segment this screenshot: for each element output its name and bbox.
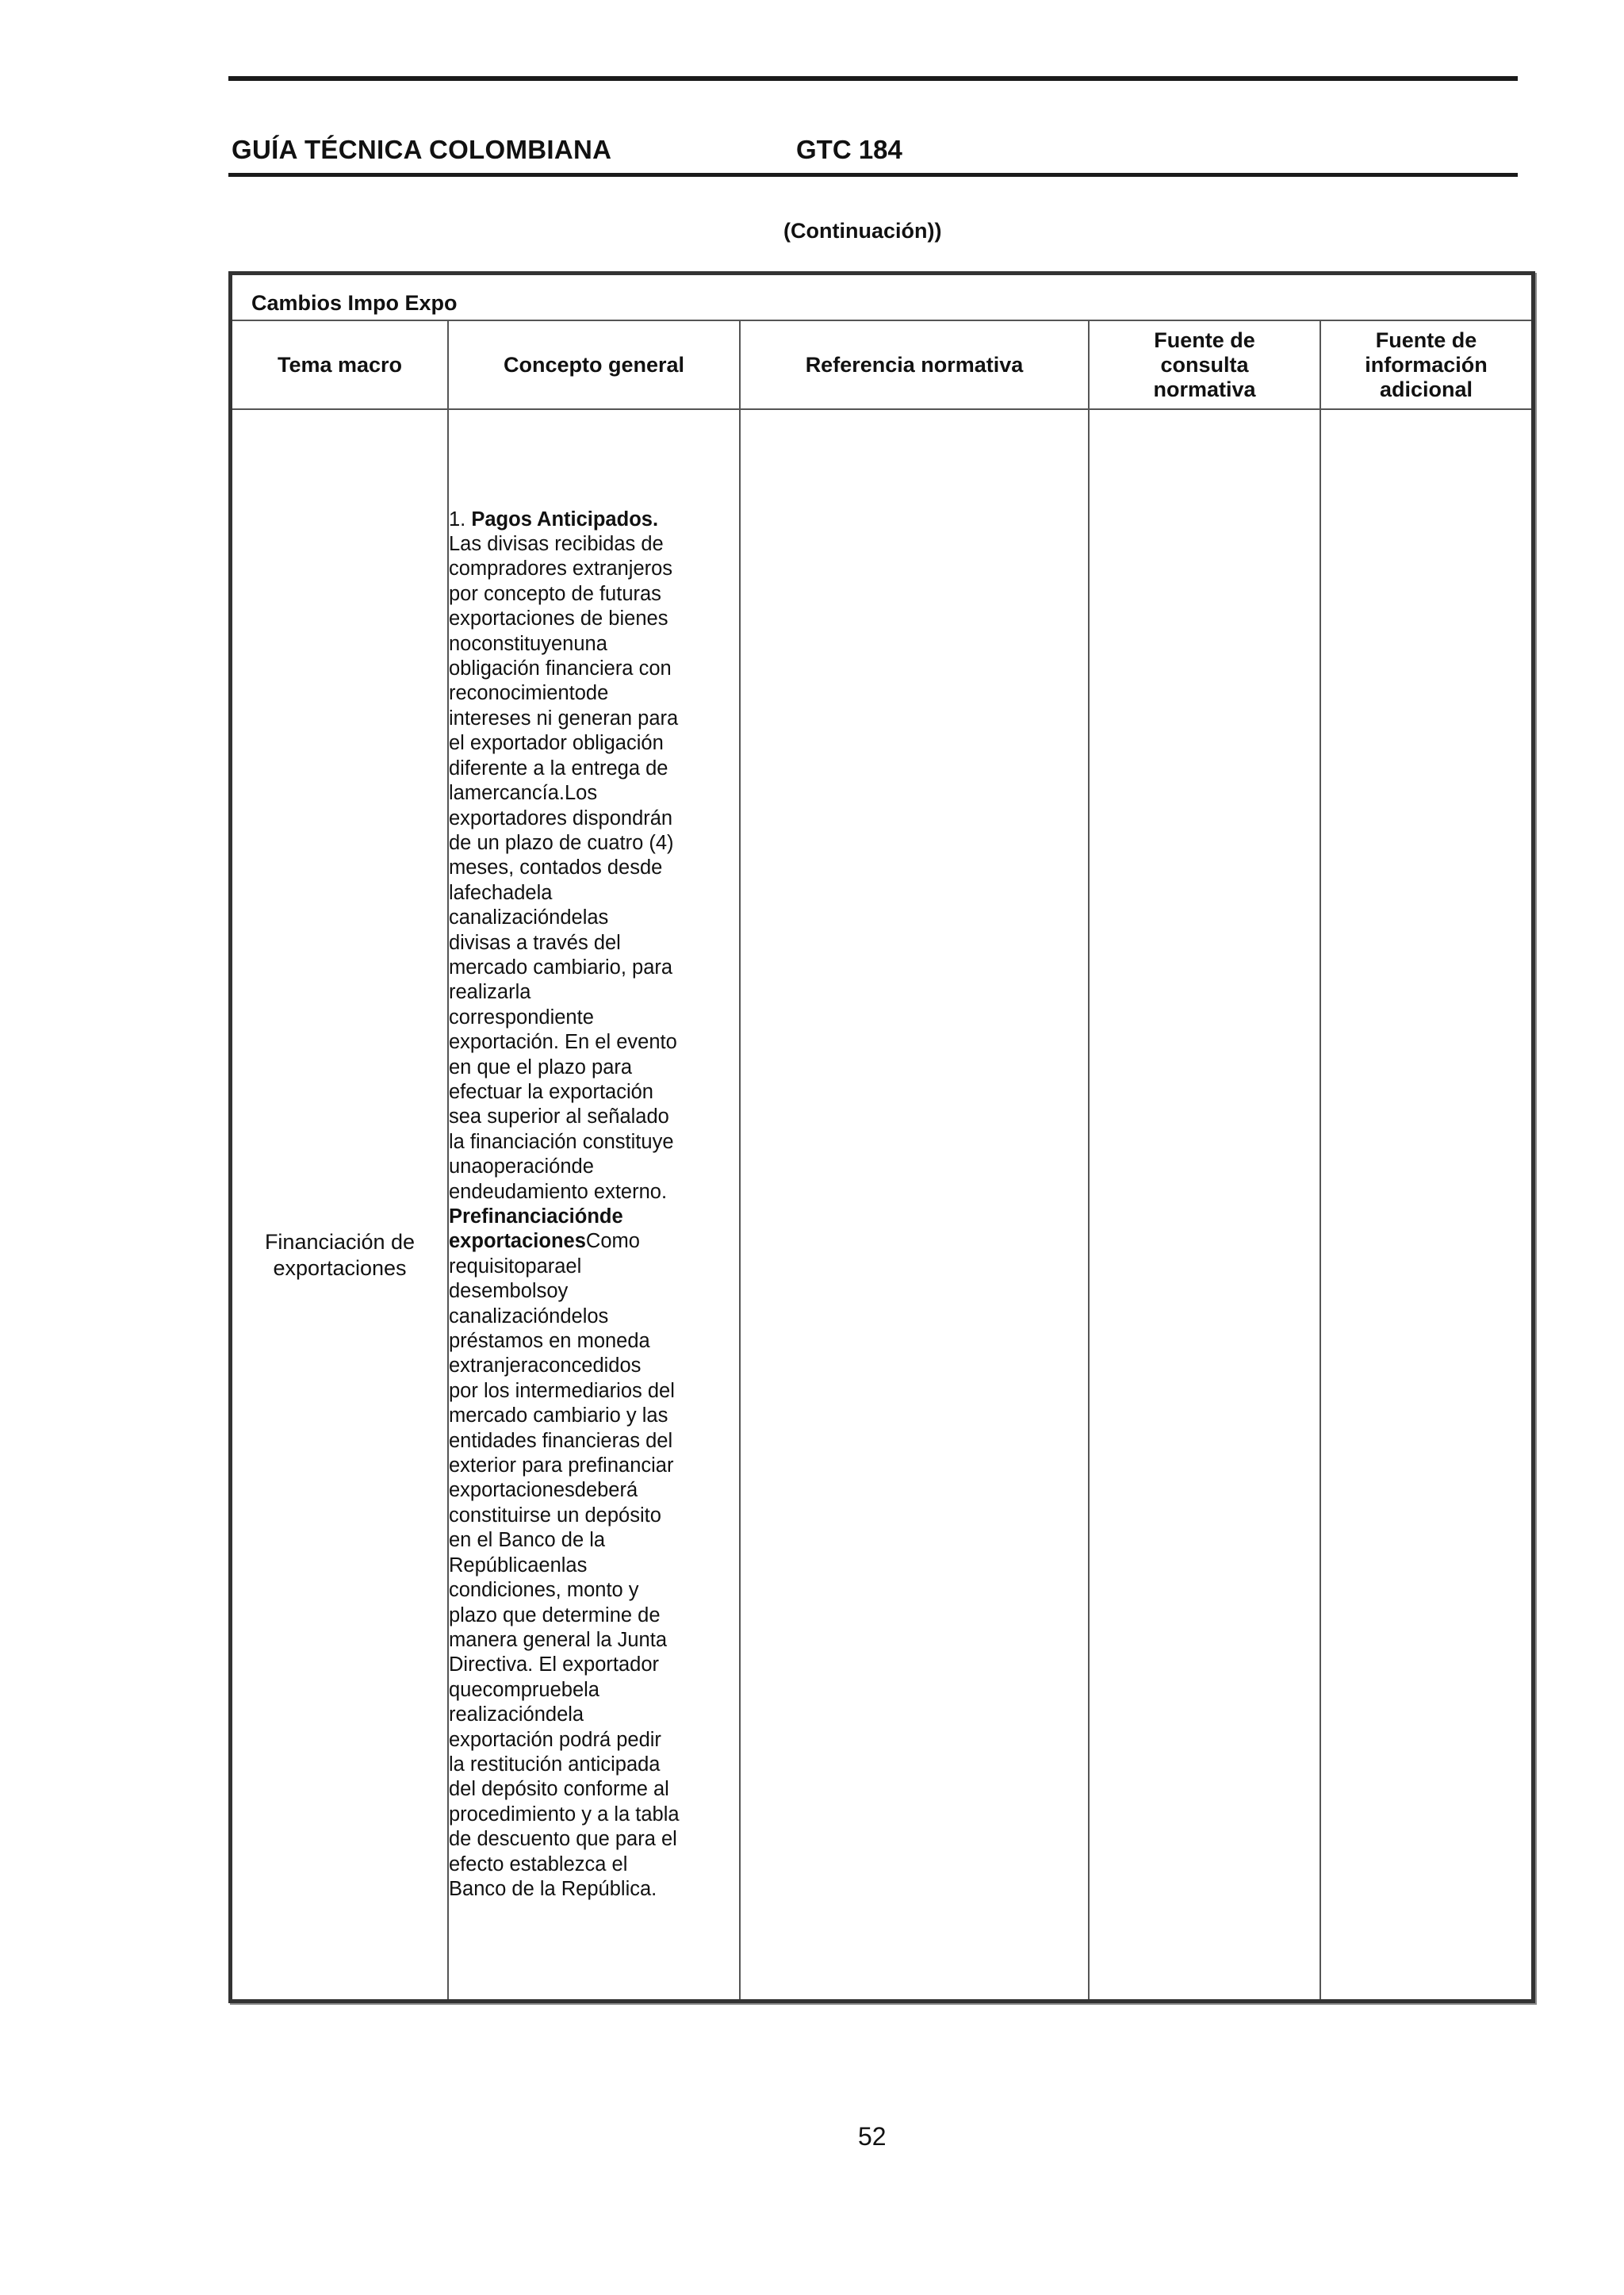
concepto-line [449, 781, 739, 806]
concepto-line [449, 1504, 739, 1528]
concepto-text: exterior para prefinanciar [449, 1454, 674, 1477]
concepto-line [449, 1056, 739, 1080]
concepto-text: préstamos en moneda [449, 1330, 650, 1353]
concepto-text: realizarla [449, 981, 531, 1004]
concepto-line [449, 731, 739, 756]
table-row [232, 409, 1531, 1999]
concepto-line [449, 657, 739, 681]
concepto-line [449, 632, 739, 657]
concepto-line [449, 1603, 739, 1628]
concepto-text: realizacióndela [449, 1703, 584, 1726]
concepto-line [449, 1703, 739, 1727]
concepto-text: la restitución anticipada [449, 1753, 661, 1776]
concepto-text: divisas a través del [449, 931, 621, 954]
norms-table [228, 271, 1535, 2003]
concepto-line [449, 1478, 739, 1503]
concepto-text: del depósito conforme al [449, 1778, 669, 1801]
fuente-informacion-line: adicional [1379, 377, 1473, 401]
concepto-text: la financiación constituye [449, 1130, 674, 1153]
concepto-line [449, 906, 739, 930]
column-header-referencia-normativa: Referencia normativa [740, 320, 1089, 409]
concepto-text: intereses ni generan para [449, 707, 679, 730]
concepto-text: exportación podrá pedir [449, 1728, 661, 1751]
concepto-line [449, 1852, 739, 1877]
tema-macro-line: Financiación de [264, 1230, 416, 1254]
column-header-tema-macro: Tema macro [232, 320, 448, 409]
concepto-text: exportaciones de bienes [449, 607, 668, 630]
concepto-text: noconstituyenuna [449, 632, 607, 655]
fuente-consulta-line: consulta [1160, 352, 1249, 377]
concepto-line [449, 1454, 739, 1478]
concepto-line [449, 1803, 739, 1827]
header-rule [228, 173, 1518, 177]
concepto-text: sea superior al señalado [449, 1105, 669, 1128]
concepto-line [449, 1528, 739, 1553]
concepto-line [449, 931, 739, 956]
norms-grid [232, 320, 1531, 1999]
concepto-text: compradores extranjeros [449, 557, 673, 580]
concepto-line [449, 1279, 739, 1304]
concepto-line [449, 1155, 739, 1179]
concepto-text: diferente a la entrega de [449, 757, 668, 780]
concepto-text: obligación financiera con [449, 657, 672, 680]
concepto-bold-text: Prefinanciaciónde [449, 1205, 623, 1228]
concepto-line [449, 1006, 739, 1030]
fuente-informacion-line: Fuente de [1375, 328, 1477, 352]
concepto-text: requisitoparael [449, 1255, 582, 1278]
concepto-line [449, 1329, 739, 1354]
concepto-text: Directiva. El exportador [449, 1653, 660, 1676]
column-header-fuente-informacion [1320, 320, 1531, 409]
continuation-label: (Continuación)) [783, 219, 942, 243]
concepto-text: plazo que determine de [449, 1603, 661, 1626]
concepto-line [449, 1229, 739, 1254]
concepto-line [449, 1628, 739, 1653]
concepto-line [449, 1105, 739, 1129]
concepto-text: entidades financieras del [449, 1429, 673, 1452]
concepto-text: extranjeraconcedidos [449, 1354, 642, 1377]
concepto-line [449, 881, 739, 906]
concepto-text: exportación. En el evento [449, 1031, 677, 1054]
concepto-line [449, 1379, 739, 1404]
concepto-text: canalizacióndelos [449, 1305, 609, 1328]
concepto-line [449, 1877, 739, 1902]
concepto-text: por concepto de futuras [449, 582, 661, 605]
referencia-normativa-cell [740, 409, 1089, 1999]
column-header-concepto-general: Concepto general [448, 320, 740, 409]
concepto-text: de un plazo de cuatro (4) [449, 831, 674, 854]
concepto-line [449, 1404, 739, 1428]
concepto-line [449, 1305, 739, 1329]
top-rule [228, 76, 1518, 81]
concepto-line [449, 1205, 739, 1229]
concepto-text: el exportador obligación [449, 732, 664, 755]
concepto-text: lafechadela [449, 881, 553, 904]
concepto-text: correspondiente [449, 1006, 594, 1029]
fuente-consulta-cell [1089, 409, 1320, 1999]
concepto-text: canalizacióndelas [449, 906, 609, 929]
concepto-text: 1. [449, 508, 472, 531]
table-header-row [232, 320, 1531, 409]
concepto-line [449, 582, 739, 607]
concepto-line [449, 1578, 739, 1603]
concepto-line [449, 1080, 739, 1105]
concepto-line [449, 1554, 739, 1578]
concepto-text: efecto establezca el [449, 1852, 628, 1875]
fuente-informacion-cell [1320, 409, 1531, 1999]
concepto-text: en el Banco de la [449, 1529, 606, 1552]
concepto-line [449, 1753, 739, 1777]
fuente-informacion-line: información [1365, 352, 1488, 377]
concepto-line [449, 557, 739, 581]
tema-macro-line: exportaciones [273, 1256, 407, 1280]
concepto-line [449, 1354, 739, 1378]
concepto-bold-text: exportaciones [449, 1230, 586, 1253]
concepto-line [449, 1429, 739, 1454]
concepto-text: exportadores dispondrán [449, 807, 673, 829]
table-caption: Cambios Impo Expo [251, 291, 458, 315]
concepto-line [449, 856, 739, 880]
concepto-text: Como [585, 1230, 640, 1253]
concepto-line [449, 1255, 739, 1279]
concepto-text: procedimiento y a la tabla [449, 1803, 680, 1826]
page-number: 52 [858, 2122, 887, 2151]
concepto-line [449, 831, 739, 856]
concepto-text: efectuar la exportación [449, 1080, 653, 1103]
concepto-line [449, 607, 739, 631]
concepto-line [449, 956, 739, 980]
concepto-line [449, 1678, 739, 1703]
concepto-line [449, 807, 739, 831]
concepto-line [449, 1180, 739, 1205]
concepto-text: mercado cambiario, para [449, 956, 673, 979]
concepto-text: lamercancía.Los [449, 782, 598, 805]
concepto-text: Repúblicaenlas [449, 1554, 588, 1577]
fuente-consulta-line: normativa [1153, 377, 1256, 401]
concepto-text: exportacionesdeberá [449, 1479, 638, 1502]
concepto-line [449, 1728, 739, 1753]
tema-macro-cell [232, 409, 448, 1999]
document-title: GUÍA TÉCNICA COLOMBIANA [232, 135, 612, 164]
tema-macro-text [232, 1128, 447, 1282]
concepto-text: quecompruebela [449, 1678, 599, 1701]
concepto-line [449, 1130, 739, 1155]
concepto-text: endeudamiento externo. [449, 1180, 668, 1203]
document-code: GTC 184 [796, 135, 902, 164]
concepto-general-cell [448, 409, 740, 1999]
concepto-line [449, 757, 739, 781]
concepto-line [449, 681, 739, 706]
concepto-bold-text: Pagos Anticipados. [471, 508, 659, 531]
concepto-line [449, 707, 739, 731]
concepto-text: condiciones, monto y [449, 1579, 639, 1602]
fuente-consulta-line: Fuente de [1154, 328, 1255, 352]
concepto-text: de descuento que para el [449, 1828, 677, 1851]
concepto-text: unaoperaciónde [449, 1155, 594, 1178]
concepto-text: Las divisas recibidas de [449, 533, 664, 556]
concepto-text: en que el plazo para [449, 1056, 633, 1079]
concepto-text: reconocimientode [449, 682, 609, 705]
concepto-text: Banco de la República. [449, 1877, 657, 1900]
concepto-text: constituirse un depósito [449, 1504, 661, 1527]
concepto-line [449, 1030, 739, 1055]
concepto-text: por los intermediarios del [449, 1379, 675, 1402]
concepto-line [449, 1653, 739, 1677]
concepto-text: mercado cambiario y las [449, 1404, 668, 1427]
concepto-line [449, 532, 739, 557]
concepto-line [449, 1827, 739, 1852]
concepto-text: meses, contados desde [449, 856, 663, 879]
concepto-text: desembolsoy [449, 1280, 569, 1303]
column-header-fuente-consulta [1089, 320, 1320, 409]
concepto-line [449, 1777, 739, 1802]
concepto-text: manera general la Junta [449, 1628, 668, 1651]
concepto-line [449, 980, 739, 1005]
concepto-line [449, 508, 739, 532]
